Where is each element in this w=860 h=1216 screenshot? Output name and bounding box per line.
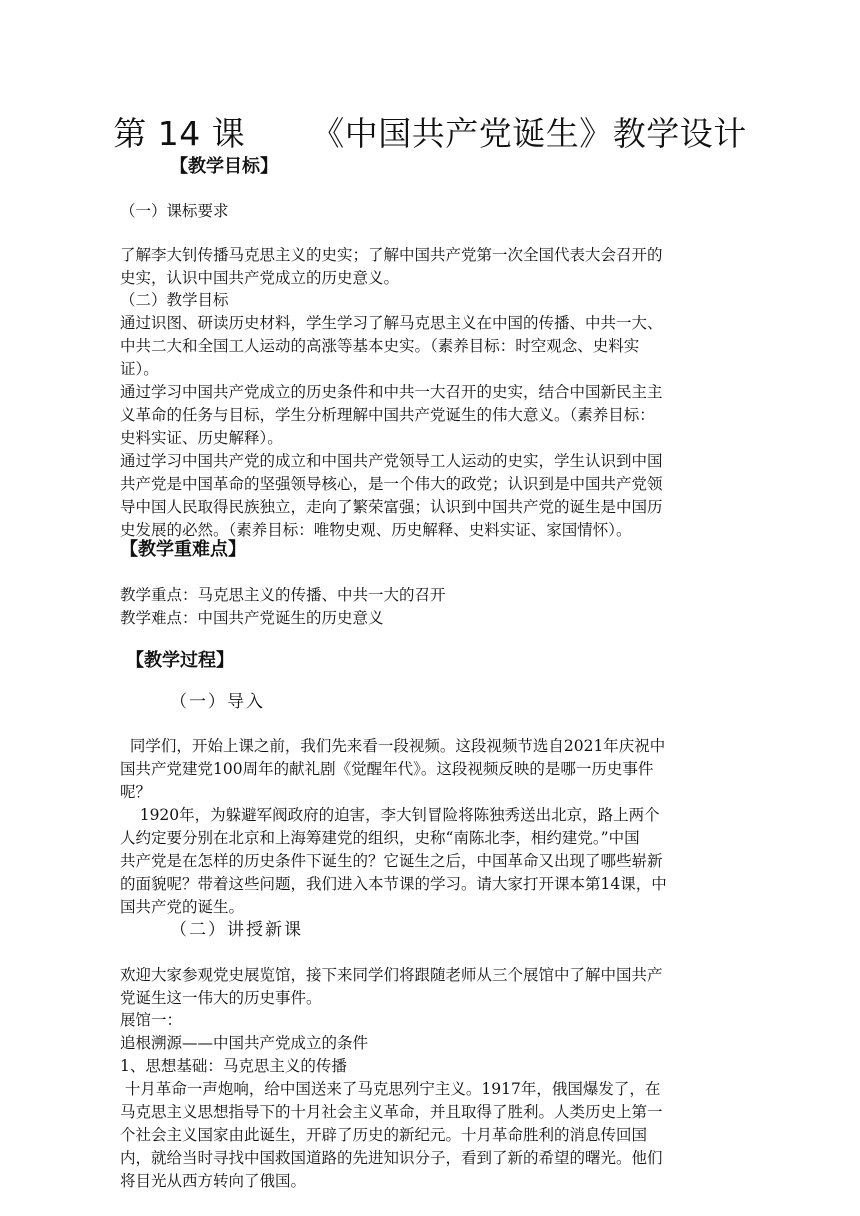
paragraph-line: 通过学习中国共产党的成立和中国共产党领导工人运动的史实，学生认识到中国	[120, 452, 663, 470]
paragraph-line: 中共二大和全国工人运动的高涨等基本史实。（素养目标：时空观念、史料实	[120, 337, 640, 355]
paragraph-line: 的面貌呢？带着这些问题，我们进入本节课的学习。请大家打开课本第14课，中	[120, 875, 667, 893]
key-point-line: 教学重点：马克思主义的传播、中共一大的召开	[120, 586, 446, 604]
paragraph-line: 义革命的任务与目标，学生分析理解中国共产党诞生的伟大意义。（素养目标：	[120, 406, 655, 424]
difficult-point-line: 教学难点：中国共产党诞生的历史意义	[120, 609, 384, 627]
paragraph-line: 追根溯源——中国共产党成立的条件	[120, 1034, 369, 1052]
paragraph-line: 欢迎大家参观党史展览馆，接下来同学们将跟随老师从三个展馆中了解中国共产	[120, 966, 663, 984]
paragraph-line: 个社会主义国家由此诞生，开辟了历史的新纪元。十月革命胜利的消息传回国	[120, 1126, 648, 1144]
paragraph-line: 史发展的必然。（素养目标：唯物史观、历史解释、史料实证、家国情怀）。	[120, 521, 632, 539]
paragraph-line: 1920年，为躲避军阀政府的迫害，李大钊冒险将陈独秀送出北京，路上两个	[120, 806, 660, 824]
heading-teaching-process: 【教学过程】	[126, 650, 234, 671]
paragraph-line: 了解李大钊传播马克思主义的史实；了解中国共产党第一次全国代表大会召开的	[120, 246, 663, 264]
paragraph-line: 党诞生这一伟大的历史事件。	[120, 989, 322, 1007]
paragraph-line: 内，就给当时寻找中国救国道路的先进知识分子，看到了新的希望的曙光。他们	[120, 1149, 663, 1167]
paragraph-line: 史料实证、历史解释）。	[120, 429, 283, 447]
paragraph-line: 共产党是在怎样的历史条件下诞生的？它诞生之后，中国革命又出现了哪些崭新	[120, 852, 663, 870]
paragraph-line: 马克思主义思想指导下的十月社会主义革命，并且取得了胜利。人类历史上第一	[120, 1103, 663, 1121]
paragraph-line: 证）。	[120, 360, 159, 378]
paragraph-line: 国共产党的诞生。	[120, 898, 245, 916]
subheading-teaching-objectives: （二）教学目标	[120, 291, 229, 309]
paragraph-line: 1、思想基础：马克思主义的传播	[120, 1057, 347, 1075]
heading-teaching-goals: 【教学目标】	[170, 156, 278, 177]
subheading-introduction: （一）导入	[170, 692, 265, 712]
subheading-new-lesson: （二）讲授新课	[170, 920, 303, 940]
paragraph-line: 人约定要分别在北京和上海筹建党的组织，史称“南陈北李，相约建党。”中国	[120, 829, 640, 847]
document-title: 第 14 课 《中国共产党诞生》教学设计	[113, 114, 747, 153]
paragraph-line: 同学们，开始上课之前，我们先来看一段视频。这段视频节选自2021年庆祝中	[120, 737, 666, 755]
paragraph-line: 展馆一：	[120, 1011, 183, 1029]
paragraph-line: 导中国人民取得民族独立，走向了繁荣富强；认识到中国共产党的诞生是中国历	[120, 498, 663, 516]
paragraph-line: 呢？	[120, 783, 152, 801]
paragraph-line: 共产党是中国革命的坚强领导核心，是一个伟大的政党；认识到是中国共产党领	[120, 475, 663, 493]
paragraph-line: 通过识图、研读历史材料，学生学习了解马克思主义在中国的传播、中共一大、	[120, 314, 663, 332]
paragraph-line: 史实，认识中国共产党成立的历史意义。	[120, 269, 400, 287]
paragraph-line: 将目光从西方转向了俄国。	[120, 1172, 307, 1190]
paragraph-line: 国共产党建党100周年的献礼剧《觉醒年代》。这段视频反映的是哪一历史事件	[120, 760, 654, 778]
paragraph-line: 十月革命一声炮响，给中国送来了马克思列宁主义。1917年，俄国爆发了，在	[120, 1080, 661, 1098]
subheading-curriculum-requirements: （一）课标要求	[120, 202, 229, 220]
heading-key-points: 【教学重难点】	[120, 539, 246, 560]
paragraph-line: 通过学习中国共产党成立的历史条件和中共一大召开的史实，结合中国新民主主	[120, 383, 663, 401]
